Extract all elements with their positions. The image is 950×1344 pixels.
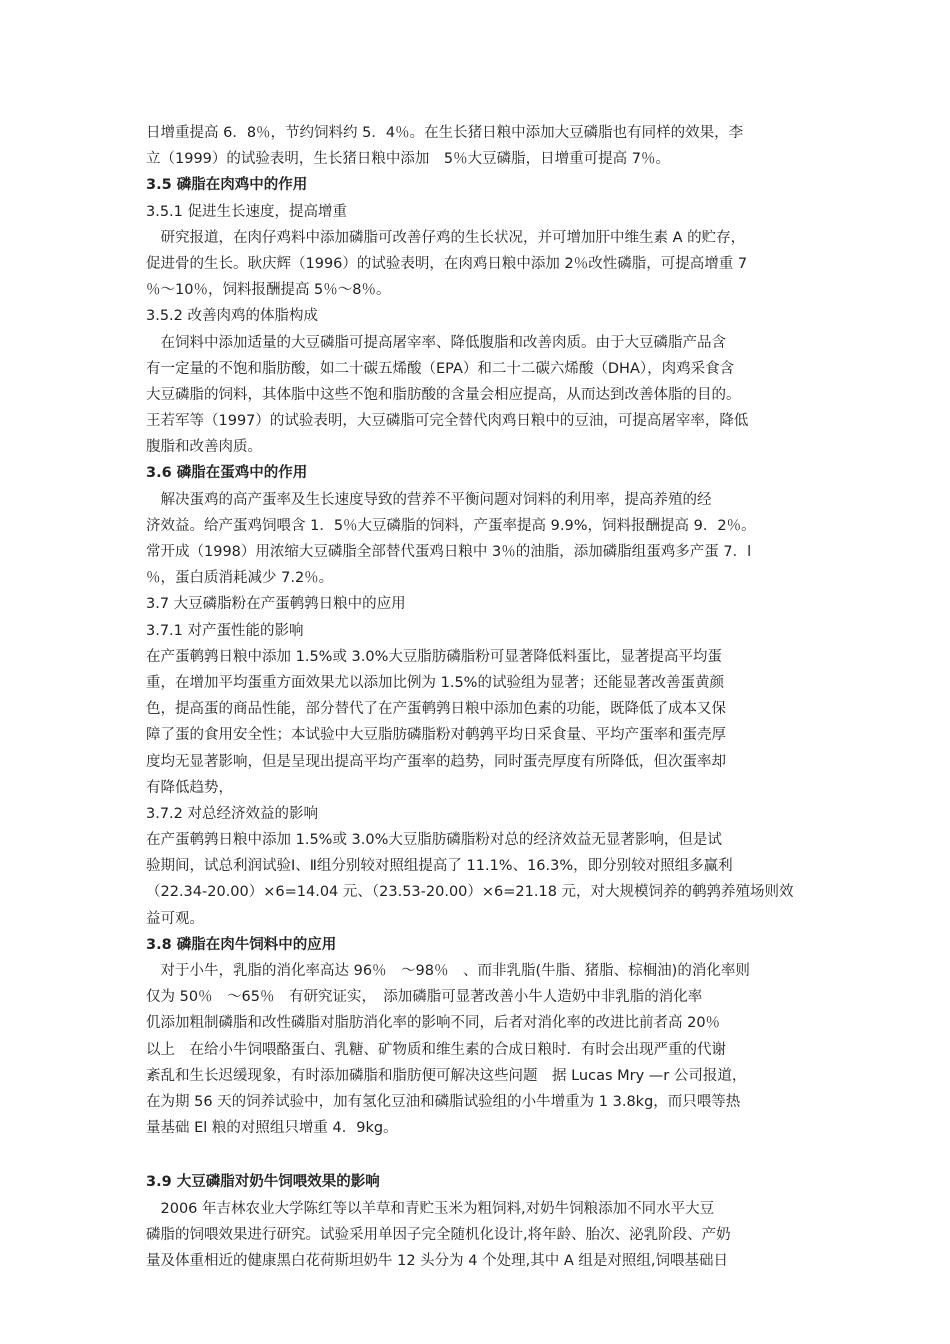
section-3-6-heading: 3.6 磷脂在蛋鸡中的作用 — [146, 465, 308, 482]
section-3-5-1-line: 促进骨的生长。耿庆辉（1996）的试验表明，在肉鸡日粮中添加 2％改性磷脂，可提高增重 7 — [146, 255, 748, 272]
section-3-5-2-line: 腹脂和改善肉质。 — [146, 439, 262, 456]
section-3-6-line: ％，蛋白质消耗减少 7.2％。 — [146, 570, 334, 587]
section-3-8-line: 在为期 56 天的饲养试验中，加有氢化豆油和磷脂试验组的小牛增重为 1 3.8kg，而只喂等热 — [146, 1093, 741, 1110]
section-3-8-line: 紊乱和生长迟缓现象，有时添加磷脂和脂肪便可解决这些问题 据 Lucas Mry —r 公司报道， — [146, 1067, 747, 1084]
section-3-5-2-line: 王若军等（1997）的试验表明，大豆磷脂可完全替代肉鸡日粮中的豆油，可提高屠宰率，降低 — [146, 413, 749, 430]
section-3-8-line: 对于小牛，乳脂的消化率高达 96％ ～98％ 、而非乳脂(牛脂、猪脂、棕榈油)的消化率则 — [146, 963, 750, 979]
section-3-5-1-line: ％～10％，饲料报酬提高 5％～8％。 — [146, 282, 391, 299]
section-3-7-2-line: 益可观。 — [146, 910, 204, 927]
section-3-9-line: 2006 年吉林农业大学陈红等以羊草和青贮玉米为粗饲料,对奶牛饲粮添加不同水平大豆 — [146, 1200, 715, 1217]
section-3-7-2-line: （22.34-20.00）×6=14.04 元、（23.53-20.00）×6=21.18 元，对大规模饲养的鹌鹑养殖场则效 — [146, 884, 794, 901]
section-3-8-heading: 3.8 磷脂在肉牛饲料中的应用 — [146, 936, 337, 953]
section-3-7-1-heading: 3.7.1 对产蛋性能的影响 — [146, 622, 304, 639]
document-page — [146, 120, 826, 1274]
section-3-5-2-line: 在饲料中添加适量的大豆磷脂可提高屠宰率、降低腹脂和改善肉质。由于大豆磷脂产品含 — [146, 334, 726, 351]
section-3-8-line: 仉添加粗制磷脂和改性磷脂对脂肪消化率的影响不同，后者对消化率的改进比前者高 20％ — [146, 1015, 721, 1032]
section-3-7-1-line: 度均无显著影响，但是呈现出提高平均产蛋率的趋势，同时蛋壳厚度有所降低，但次蛋率却 — [146, 753, 726, 770]
section-3-7-1-line: 有降低趋势， — [146, 779, 233, 796]
intro-line-2: 立（1999）的试验表明，生长猪日粮中添加 5％大豆磷脂，日增重可提高 7％。 — [146, 151, 670, 168]
paragraph-gap — [146, 1141, 826, 1169]
section-3-7-2-heading: 3.7.2 对总经济效益的影响 — [146, 805, 319, 822]
section-3-6-line: 济效益。给产蛋鸡饲喂含 1．5％大豆磷脂的饲料，产蛋率提高 9.9%，饲料报酬提高 9．2％。 — [146, 517, 756, 534]
section-3-8-line: 量基础 El 粮的对照组只增重 4．9kg。 — [146, 1120, 398, 1137]
section-3-9-heading: 3.9 大豆磷脂对奶牛饲喂效果的影响 — [146, 1174, 380, 1191]
section-3-7-2-line: 验期间，试总利润试验Ⅰ、Ⅱ组分别较对照组提高了 11.1%、16.3%，即分别较对照组多赢利 — [146, 858, 733, 875]
section-3-7-1-line: 障了蛋的食用安全性；本试验中大豆脂肪磷脂粉对鹌鹑平均日采食量、平均产蛋率和蛋壳厚 — [146, 727, 726, 744]
section-3-7-1-line: 重，在增加平均蛋重方面效果尤以添加比例为 1.5%的试验组为显著；还能显著改善蛋黄颜 — [146, 674, 724, 691]
section-3-9-line: 量及体重相近的健康黑白花荷斯坦奶牛 12 头分为 4 个处理,其中 A 组是对照组,饲喂基础日 — [146, 1252, 728, 1269]
section-3-7-heading: 3.7 大豆磷脂粉在产蛋鹌鹑日粮中的应用 — [146, 596, 406, 613]
section-3-6-line: 解决蛋鸡的高产蛋率及生长速度导致的营养不平衡问题对饲料的利用率，提高养殖的经 — [146, 491, 712, 508]
section-3-5-2-line: 有一定量的不饱和脂肪酸，如二十碳五烯酸（EPA）和二十二碳六烯酸（DHA），肉鸡采食含 — [146, 360, 735, 377]
section-3-7-2-line: 在产蛋鹌鹑日粮中添加 1.5%或 3.0%大豆脂肪磷脂粉对总的经济效益无显著影响，但是试 — [146, 832, 722, 849]
section-3-6-line: 常开成（1998）用浓缩大豆磷脂全部替代蛋鸡日粮中 3％的油脂，添加磷脂组蛋鸡多产蛋 7．l — [146, 544, 752, 560]
section-3-5-1-line: 研究报道，在肉仔鸡料中添加磷脂可改善仔鸡的生长状况，并可增加肝中维生素 A 的贮存， — [146, 229, 746, 246]
section-3-9-line: 磷脂的饲喂效果进行研究。试验采用单因子完全随机化设计,将年龄、胎次、泌乳阶段、产奶 — [146, 1226, 731, 1243]
section-3-8-line: 以上 在给小牛饲喂酪蛋白、乳糖、矿物质和维生素的合成日粮时．有时会出现严重的代谢 — [146, 1041, 726, 1058]
section-3-5-1-heading: 3.5.1 促进生长速度，提高增重 — [146, 203, 348, 220]
section-3-5-2-line: 大豆磷脂的饲料，其体脂中这些不饱和脂肪酸的含量会相应提高，从而达到改善体脂的目的。 — [146, 386, 741, 403]
section-3-8-line: 仅为 50％ ～65％ 有研究证实， 添加磷脂可显著改善小牛人造奶中非乳脂的消化率 — [146, 989, 703, 1006]
section-3-7-1-line: 色，提高蛋的商品性能，部分替代了在产蛋鹌鹑日粮中添加色素的功能，既降低了成本又保 — [146, 701, 726, 718]
intro-line-1: 日增重提高 6．8％，节约饲料约 5．4％。在生长猪日粮中添加大豆磷脂也有同样的效果，李 — [146, 125, 744, 141]
section-3-5-heading: 3.5 磷脂在肉鸡中的作用 — [146, 177, 308, 194]
section-3-5-2-heading: 3.5.2 改善肉鸡的体脂构成 — [146, 308, 319, 325]
section-3-7-1-line: 在产蛋鹌鹑日粮中添加 1.5%或 3.0%大豆脂肪磷脂粉可显著降低料蛋比，显著提高平均蛋 — [146, 648, 722, 665]
